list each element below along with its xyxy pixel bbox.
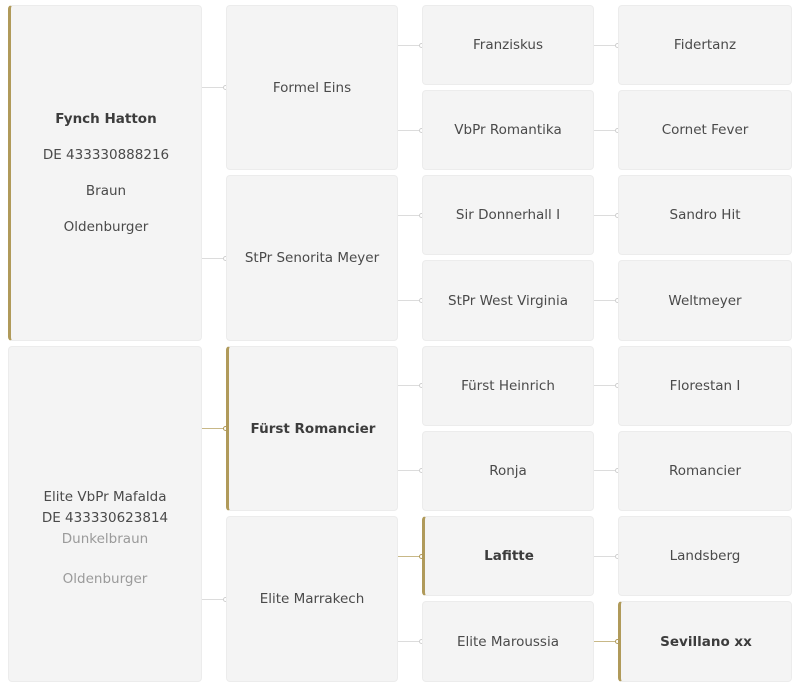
sire-card[interactable] <box>8 5 202 341</box>
great-great-grandparent-name: Sandro Hit <box>669 207 741 223</box>
sire-name: Fynch Hatton <box>55 111 157 127</box>
great-great-grandparent-card[interactable] <box>618 516 792 596</box>
great-great-grandparent-card[interactable] <box>618 260 792 341</box>
great-grandparent-card[interactable] <box>422 601 594 682</box>
great-great-grandparent-card[interactable] <box>618 346 792 426</box>
great-grandparent-name: Ronja <box>489 463 527 479</box>
grandparent-card[interactable] <box>226 516 398 682</box>
great-grandparent-card[interactable] <box>422 90 594 170</box>
grandparent-card[interactable] <box>226 175 398 341</box>
great-great-grandparent-name: Fidertanz <box>673 37 737 53</box>
great-great-grandparent-name: Weltmeyer <box>668 292 742 309</box>
great-great-grandparent-name: Landsberg <box>669 548 741 564</box>
great-great-grandparent-name: Sevillano xx <box>660 633 752 650</box>
grandparent-name: StPr Senorita Meyer <box>244 250 380 266</box>
great-grandparent-card[interactable] <box>422 431 594 511</box>
great-grandparent-name: Lafitte <box>484 548 534 564</box>
sire-reg-no: DE 433330888216 <box>42 147 170 163</box>
great-grandparent-card[interactable] <box>422 260 594 341</box>
grandparent-name: Elite Marrakech <box>259 591 365 607</box>
great-grandparent-card[interactable] <box>422 346 594 426</box>
great-grandparent-name: StPr West Virginia <box>448 292 568 309</box>
sire-color: Braun <box>85 183 127 199</box>
grandparent-card[interactable] <box>226 346 398 511</box>
grandparent-name: Fürst Romancier <box>250 420 376 437</box>
dam-color: Dunkelbraun <box>61 531 149 547</box>
great-grandparent-name: Fürst Heinrich <box>461 378 555 394</box>
sire-breed: Oldenburger <box>63 219 149 235</box>
great-great-grandparent-name: Cornet Fever <box>661 122 749 138</box>
great-grandparent-card[interactable] <box>422 516 594 596</box>
great-great-grandparent-name: Romancier <box>668 463 742 479</box>
great-grandparent-name: Elite Maroussia <box>456 633 559 650</box>
grandparent-name: Formel Eins <box>272 79 352 96</box>
great-great-grandparent-card[interactable] <box>618 5 792 85</box>
great-grandparent-card[interactable] <box>422 5 594 85</box>
great-grandparent-name: VbPr Romantika <box>454 122 562 138</box>
great-grandparent-name: Franziskus <box>472 37 544 53</box>
great-great-grandparent-name: Florestan I <box>669 378 741 394</box>
great-grandparent-card[interactable] <box>422 175 594 255</box>
grandparent-card[interactable] <box>226 5 398 170</box>
dam-card[interactable] <box>8 346 202 682</box>
great-great-grandparent-card[interactable] <box>618 90 792 170</box>
great-great-grandparent-card[interactable] <box>618 431 792 511</box>
dam-reg-no: DE 433330623814 <box>41 510 169 526</box>
dam-name: Elite VbPr Mafalda <box>43 489 167 505</box>
great-great-grandparent-card[interactable] <box>618 175 792 255</box>
dam-breed: Oldenburger <box>62 571 148 587</box>
great-great-grandparent-card[interactable] <box>618 601 792 682</box>
great-grandparent-name: Sir Donnerhall I <box>455 207 561 223</box>
